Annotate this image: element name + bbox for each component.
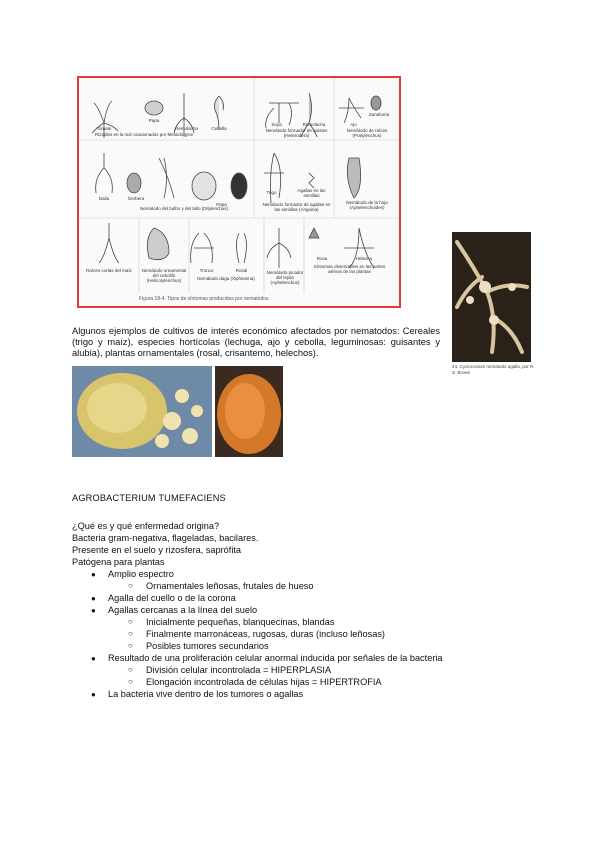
figure-caption: Tronco: [199, 268, 214, 273]
figure-caption: Trigo: [266, 190, 277, 195]
bullet-dot: ●: [91, 690, 96, 699]
question-line: ¿Qué es y qué enfermedad origina?: [72, 521, 220, 531]
figure-caption: Nemátodo formador de quistes (Heterodera): [265, 128, 328, 138]
figure-caption: Rosa: [316, 256, 328, 261]
root-gall-caption: 44. Cycloconium nematodo agalla, por R. S. Brown: [452, 364, 535, 375]
figure-caption: Raíces cortas del maíz: [86, 268, 132, 273]
sub-bullet-dot: ○: [128, 677, 133, 686]
bullet-item: La bacteria vive dentro de los tumores o agallas: [108, 689, 304, 699]
sub-bullet-item: Finalmente marronáceas, rugosas, duras (incluso leñosas): [146, 629, 385, 639]
figure-caption: Agallas en las semillas: [297, 188, 326, 198]
sub-bullet-item: Elongación incontrolada de células hijas = HIPERTROFIA: [146, 677, 382, 687]
sub-bullet-dot: ○: [128, 629, 133, 638]
section-heading: AGROBACTERIUM TUMEFACIENS: [72, 493, 226, 503]
text-line: Bacteria gram-negativa, flageladas, bacilares.: [72, 533, 259, 543]
figure-caption: Remolacha: [175, 126, 198, 131]
figure-caption: Remolacha: [302, 122, 326, 127]
figure-caption: Nemátodo de la hoja (Aphelenchoides): [346, 200, 388, 210]
figure-caption: Cebolla: [211, 126, 227, 131]
figure-caption: Papa: [216, 202, 227, 207]
figure-caption: Tomate: [96, 126, 112, 131]
figure-caption: Nemátodo formador de agallas en las semillas (Anguina): [262, 202, 331, 212]
sub-bullet-item: Posibles tumores secundarios: [146, 641, 269, 651]
bullet-item: Agallas cercanas a la línea del suelo: [108, 605, 258, 615]
figure-caption: Nemátodo de raíces (Pratylenchus): [346, 128, 388, 138]
figure-caption: Ajo: [350, 122, 357, 127]
root-gall-photo: [452, 232, 531, 362]
sub-bullet-item: Ornamentales leñosas, frutales de hueso: [146, 581, 314, 591]
sub-bullet-dot: ○: [128, 581, 133, 590]
figure-caption: Dalia: [98, 196, 110, 201]
sub-bullet-item: Inicialmente pequeñas, blanquecinas, blandas: [146, 617, 335, 627]
figure-caption: Nemátodo picador del tejido (Aphelenchus): [266, 270, 304, 285]
figure-caption: Nemátodo ornamental del cebollín (Helicotylenchus): [141, 268, 187, 283]
bullet-dot: ●: [91, 606, 96, 615]
bullet-dot: ●: [91, 654, 96, 663]
sub-bullet-item: División celular incontrolada = HIPERPLASIA: [146, 665, 332, 675]
bullet-dot: ●: [91, 594, 96, 603]
figure-caption: Gerbera: [127, 196, 145, 201]
sub-bullet-dot: ○: [128, 665, 133, 674]
gall-photo-orange: [215, 366, 283, 457]
gall-photo-yellow: [72, 366, 212, 457]
nematode-symptoms-figure: [77, 76, 401, 308]
text-line: Presente en el suelo y rizosfera, saprófita: [72, 545, 242, 555]
bullet-item: Agalla del cuello o de la corona: [108, 593, 236, 603]
figure-caption: Nemátodo daga (Xiphinema): [197, 276, 255, 281]
bullet-item: Resultado de una proliferación celular anormal inducida por señales de la bacteria: [108, 653, 443, 663]
sub-bullet-dot: ○: [128, 641, 133, 650]
bullet-item: Amplio espectro: [108, 569, 174, 579]
bullet-dot: ●: [91, 570, 96, 579]
figure-caption: Soya: [271, 122, 282, 127]
figure-caption: Helecho: [355, 256, 373, 261]
figure-caption: Rosal: [235, 268, 248, 273]
crops-paragraph: Algunos ejemplos de cultivos de interés económico afectados por nematodos: Cereales (trigo y maíz), especies hortícolas (lechuga, ajo y cebolla, leguminosas: guisantes y alubia), plantas ornamentales (rosal, crisantemo, helechos).: [72, 326, 440, 358]
figure-caption: Rizoides en la raíz ocasionados por Meloidogyne: [94, 132, 194, 137]
figure-caption: Papa: [148, 118, 160, 123]
figure-caption-bottom: Figura 18-4. Tipos de síntomas producidos por nematodos: [139, 296, 269, 302]
figure-caption: Síntomas observables en las partes aéreas de las plantas: [313, 264, 386, 274]
figure-caption: Nemátodo del bulbo y del tallo (Ditylenchus): [139, 206, 229, 211]
sub-bullet-dot: ○: [128, 617, 133, 626]
text-line: Patógena para plantas: [72, 557, 165, 567]
figure-caption: Zanahoria: [368, 112, 390, 117]
